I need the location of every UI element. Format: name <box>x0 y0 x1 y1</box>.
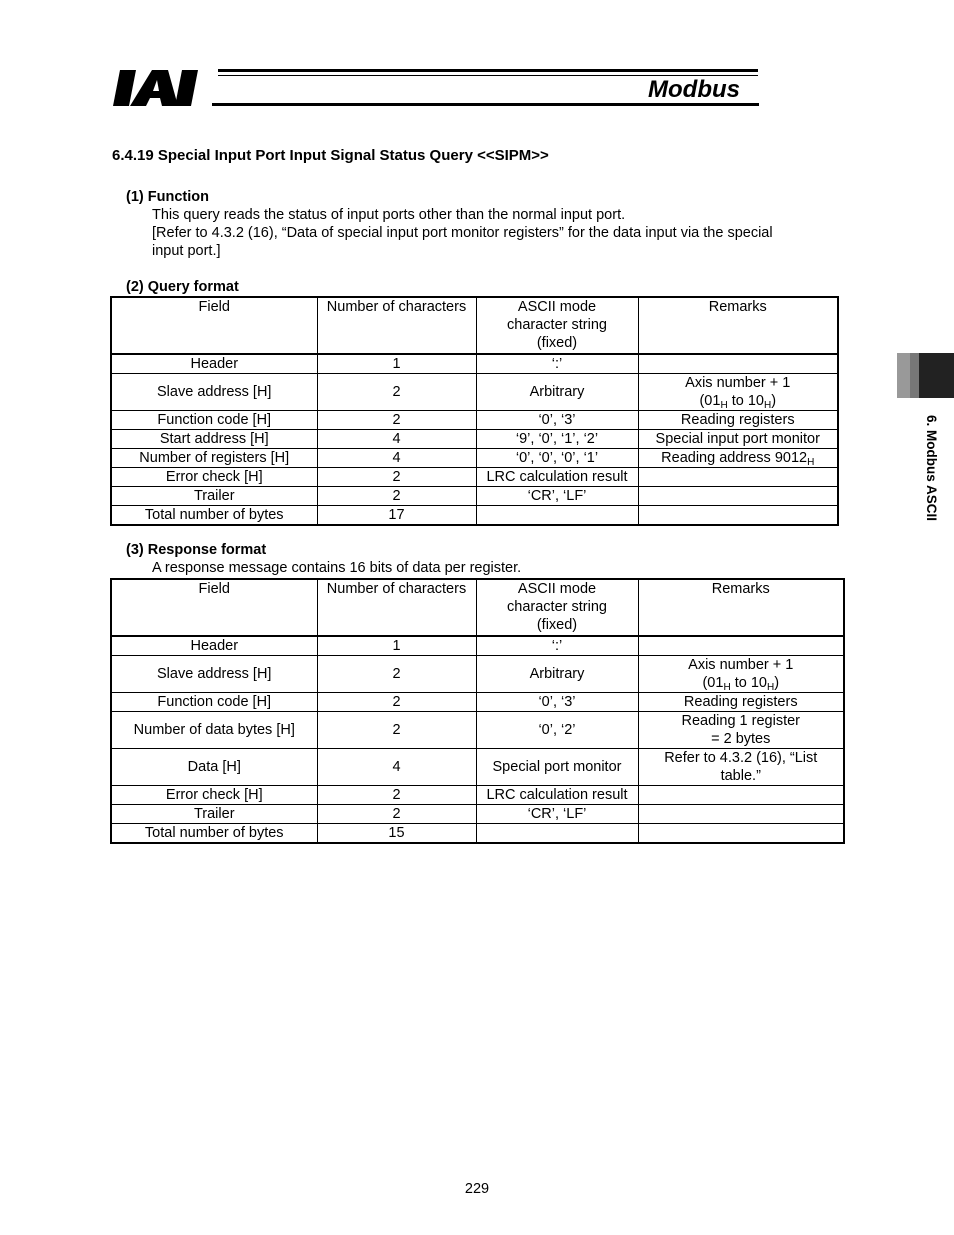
table-cell: 2 <box>317 693 476 712</box>
column-header: Remarks <box>638 579 844 636</box>
table-cell: ‘:’ <box>476 636 638 656</box>
table-cell: Axis number + 1 ($01_H$ to $10_H$) <box>638 656 844 693</box>
table-cell: 2 <box>317 468 476 487</box>
table-cell: ‘0’, ‘0’, ‘0’, ‘1’ <box>476 449 638 468</box>
table-cell: Axis number + 1 ($01_H$ to $10_H$) <box>638 374 838 411</box>
table-cell: ‘CR’, ‘LF’ <box>476 805 638 824</box>
table-cell: Arbitrary <box>476 374 638 411</box>
column-header: ASCII mode character string (fixed) <box>476 297 638 354</box>
table-row <box>111 824 844 844</box>
table-cell: Reading address $9012_H$ <box>638 449 838 468</box>
table-cell: Trailer <box>111 805 317 824</box>
table-cell: 15 <box>317 824 476 844</box>
table-cell <box>638 824 844 844</box>
table-cell: Total number of bytes <box>111 506 317 526</box>
table-cell: Reading 1 register = 2 bytes <box>638 712 844 749</box>
column-header: Number of characters <box>317 579 476 636</box>
table-cell <box>476 824 638 844</box>
query-heading: (2) Query format <box>126 279 239 295</box>
table-cell: ‘0’, ‘3’ <box>476 411 638 430</box>
table-cell: Slave address [H] <box>111 656 317 693</box>
table-cell: Number of data bytes [H] <box>111 712 317 749</box>
table-cell: Trailer <box>111 487 317 506</box>
table-cell: Header <box>111 636 317 656</box>
table-cell: Start address [H] <box>111 430 317 449</box>
table-cell <box>638 805 844 824</box>
table-header-row <box>111 297 838 354</box>
column-header: Field <box>111 579 317 636</box>
table-cell: ‘:’ <box>476 354 638 374</box>
table-cell: ‘9’, ‘0’, ‘1’, ‘2’ <box>476 430 638 449</box>
table-row <box>111 636 844 656</box>
table-cell: 1 <box>317 354 476 374</box>
table-cell <box>476 506 638 526</box>
table-row <box>111 430 838 449</box>
table-cell: LRC calculation result <box>476 786 638 805</box>
table-row <box>111 712 844 749</box>
header-rule-top <box>218 69 758 72</box>
table-cell: 4 <box>317 430 476 449</box>
table-cell: Reading registers <box>638 693 844 712</box>
table-cell <box>638 506 838 526</box>
function-text-1: This query reads the status of input ports other than the normal input port. <box>152 207 626 223</box>
table-cell: Number of registers [H] <box>111 449 317 468</box>
table-cell: 2 <box>317 411 476 430</box>
table-cell: 2 <box>317 786 476 805</box>
table-row <box>111 693 844 712</box>
table-row <box>111 506 838 526</box>
table-cell <box>638 468 838 487</box>
table-row <box>111 374 838 411</box>
table-row <box>111 656 844 693</box>
chapter-title: Modbus <box>648 76 740 103</box>
table-cell: Error check [H] <box>111 786 317 805</box>
function-text-2: [Refer to 4.3.2 (16), “Data of special input port monitor registers” for the data input via the special <box>152 225 773 241</box>
table-cell: Error check [H] <box>111 468 317 487</box>
response-intro: A response message contains 16 bits of data per register. <box>152 560 522 576</box>
table-cell: ‘0’, ‘3’ <box>476 693 638 712</box>
column-header: Number of characters <box>317 297 476 354</box>
table-cell: 2 <box>317 805 476 824</box>
table-row <box>111 749 844 786</box>
table-cell: Function code [H] <box>111 411 317 430</box>
section-title: 6.4.19 Special Input Port Input Signal Status Query <<SIPM>> <box>112 147 549 164</box>
function-heading: (1) Function <box>126 189 209 205</box>
table-cell: 2 <box>317 487 476 506</box>
function-text-3: input port.] <box>152 243 221 259</box>
side-tab-label: 6. Modbus ASCII <box>924 415 939 522</box>
side-tab-mid <box>910 353 919 398</box>
table-cell: 1 <box>317 636 476 656</box>
table-cell: Total number of bytes <box>111 824 317 844</box>
table-cell: 2 <box>317 374 476 411</box>
page-number: 229 <box>464 1181 490 1197</box>
table-cell <box>638 487 838 506</box>
table-cell: 4 <box>317 449 476 468</box>
table-cell: Arbitrary <box>476 656 638 693</box>
table-cell: ‘0’, ‘2’ <box>476 712 638 749</box>
table-cell: Special input port monitor <box>638 430 838 449</box>
table-cell: ‘CR’, ‘LF’ <box>476 487 638 506</box>
table-cell: Reading registers <box>638 411 838 430</box>
table-cell: Special port monitor <box>476 749 638 786</box>
table-cell: Data [H] <box>111 749 317 786</box>
table-cell <box>638 636 844 656</box>
response-format-table <box>110 578 845 844</box>
table-cell: LRC calculation result <box>476 468 638 487</box>
table-cell: 2 <box>317 656 476 693</box>
table-header-row <box>111 579 844 636</box>
column-header: Remarks <box>638 297 838 354</box>
side-tab-dark <box>919 353 954 398</box>
table-cell: Function code [H] <box>111 693 317 712</box>
table-cell <box>638 786 844 805</box>
table-row <box>111 411 838 430</box>
table-cell: 17 <box>317 506 476 526</box>
table-cell: Slave address [H] <box>111 374 317 411</box>
column-header: ASCII mode character string (fixed) <box>476 579 638 636</box>
table-row <box>111 449 838 468</box>
table-row <box>111 786 844 805</box>
table-cell: 4 <box>317 749 476 786</box>
response-heading: (3) Response format <box>126 542 267 558</box>
table-row <box>111 805 844 824</box>
table-cell: Refer to 4.3.2 (16), “List table.” <box>638 749 844 786</box>
table-cell: 2 <box>317 712 476 749</box>
table-cell <box>638 354 838 374</box>
table-row <box>111 468 838 487</box>
table-row <box>111 354 838 374</box>
query-format-table <box>110 296 839 526</box>
iai-logo <box>112 68 212 108</box>
table-cell: Header <box>111 354 317 374</box>
table-row <box>111 487 838 506</box>
column-header: Field <box>111 297 317 354</box>
